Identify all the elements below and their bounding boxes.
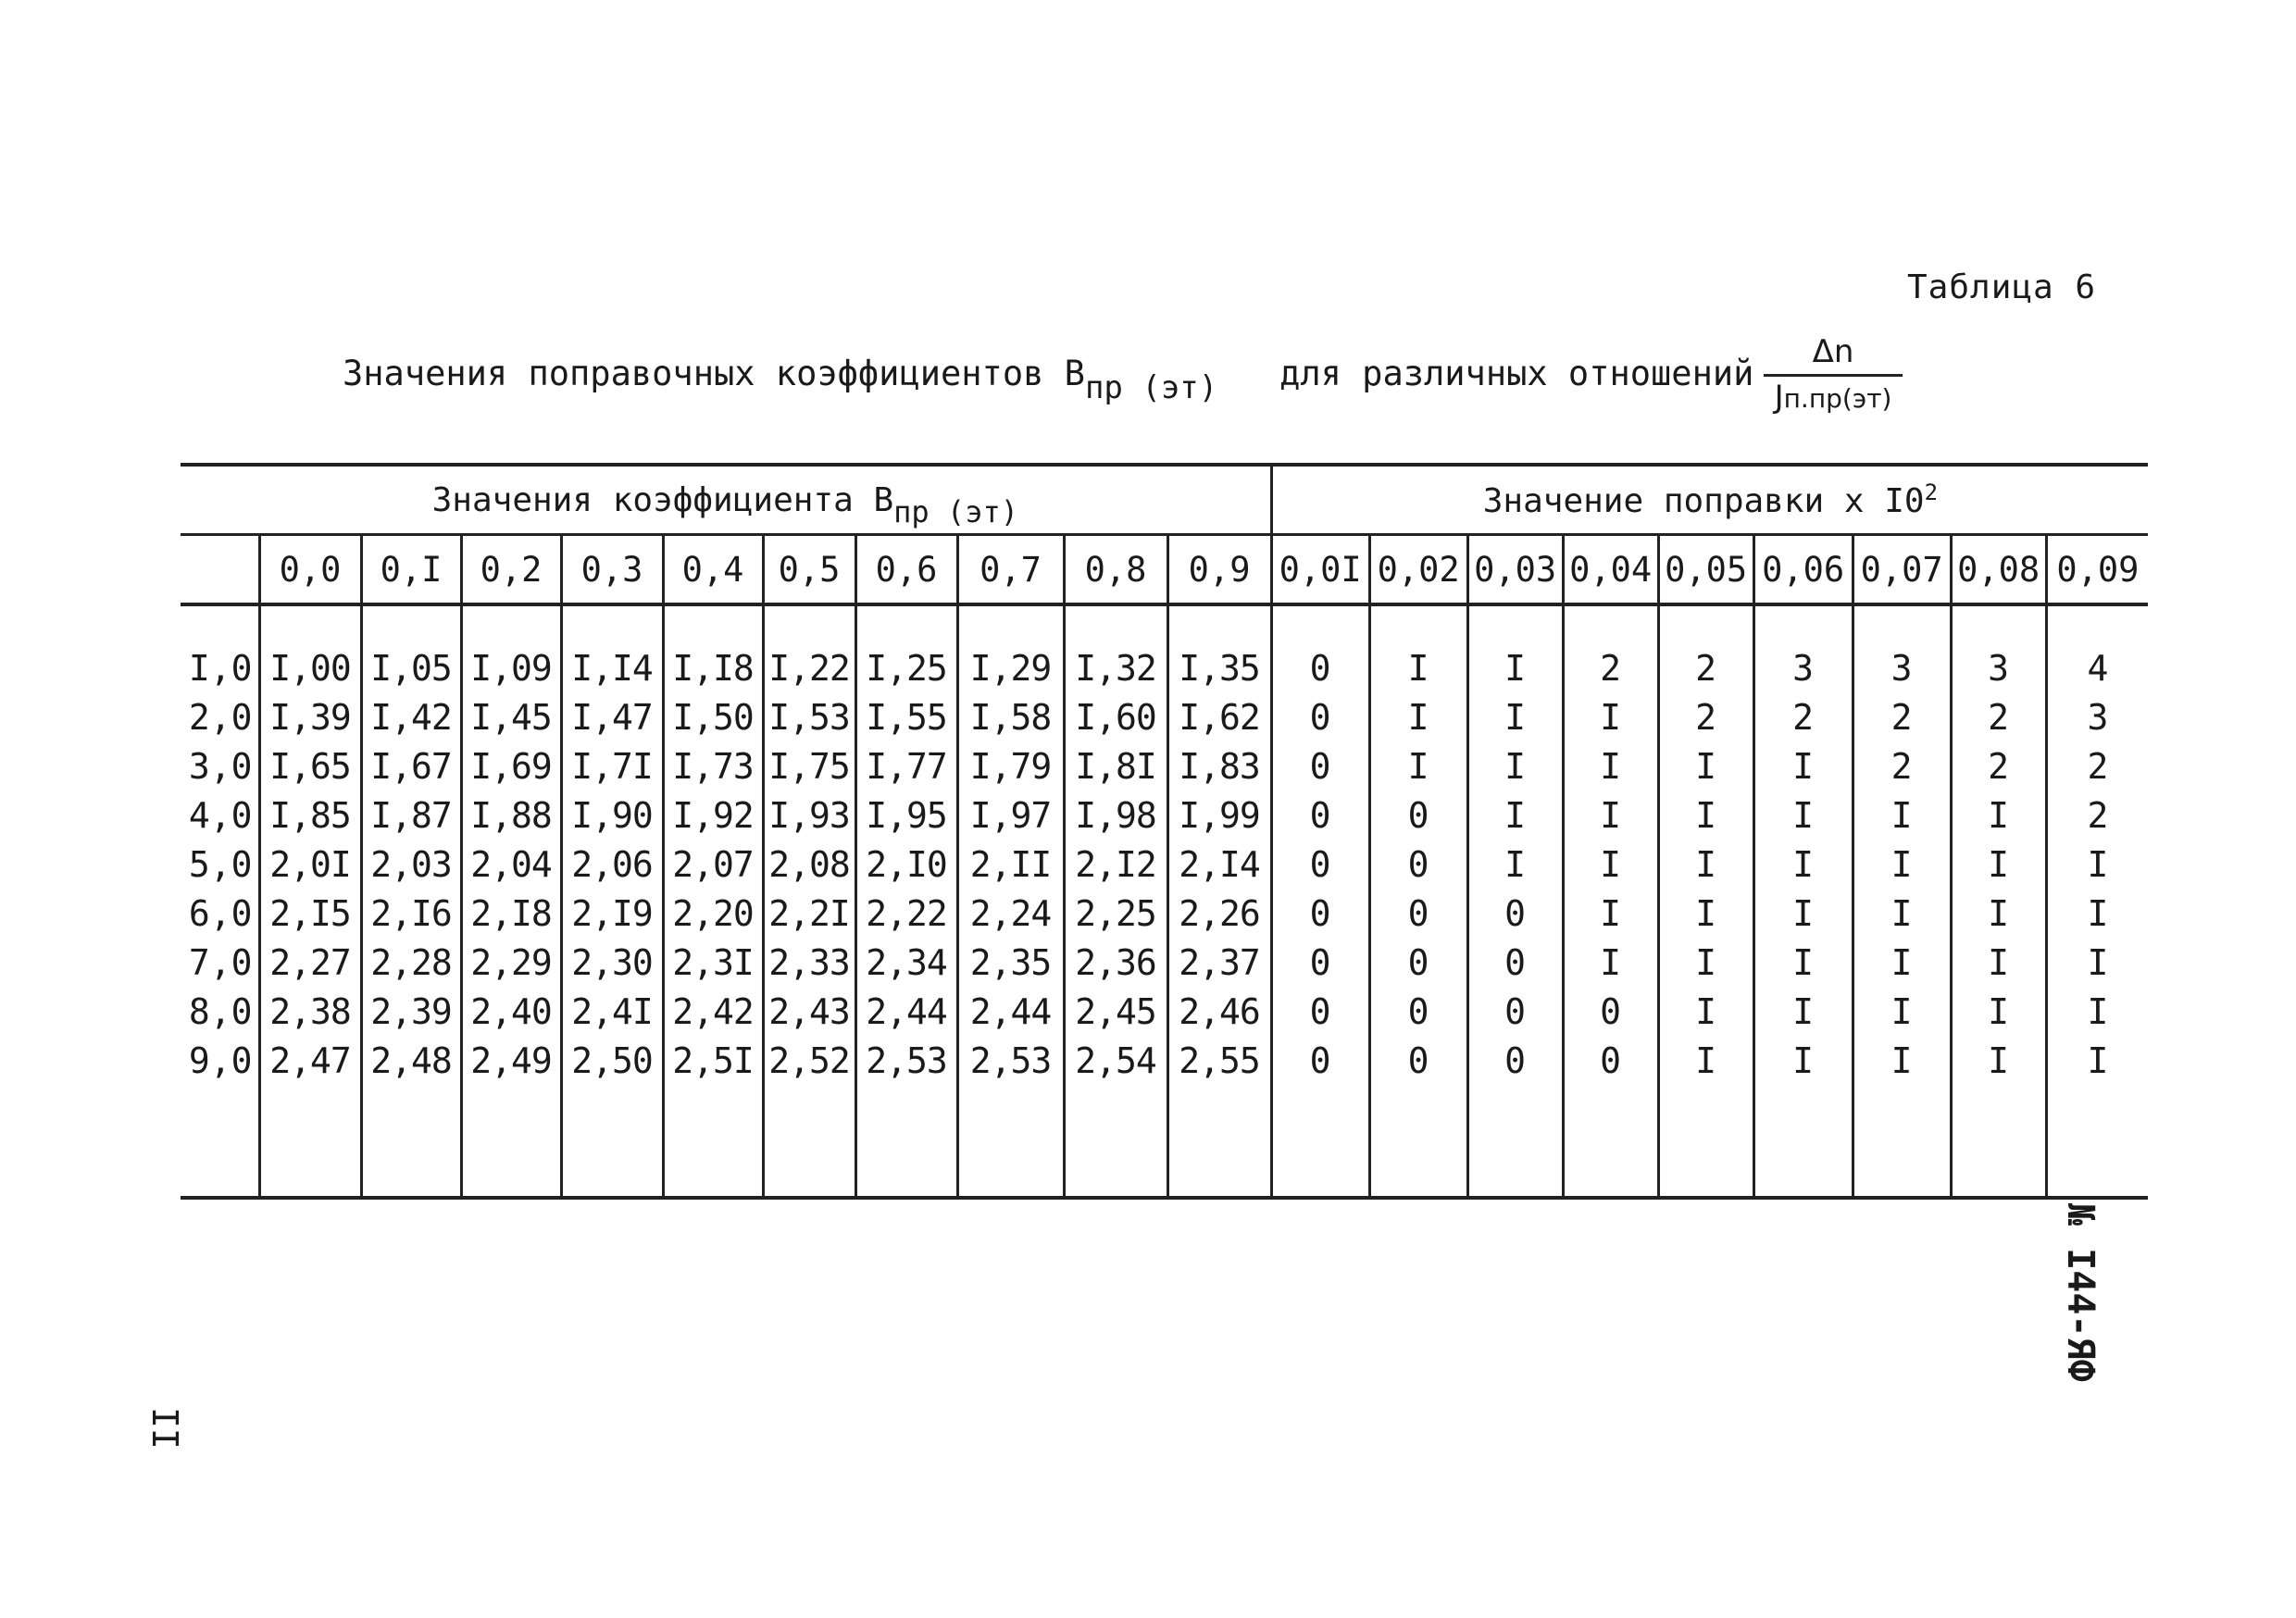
coef-cell: 2,04 xyxy=(461,840,561,889)
coef-cell: I,88 xyxy=(461,790,561,840)
correction-cell: 0 xyxy=(1467,938,1563,987)
coef-cell: 2,38 xyxy=(259,987,361,1036)
correction-cell: 0 xyxy=(1271,987,1369,1036)
correction-cell: I xyxy=(1658,840,1753,889)
correction-cell: I xyxy=(1467,741,1563,790)
coef-cell: I,I8 xyxy=(663,643,763,692)
coef-cell: I,29 xyxy=(957,643,1064,692)
coef-cell: I,97 xyxy=(957,790,1064,840)
correction-cell: 0 xyxy=(1271,741,1369,790)
coef-cell: 2,35 xyxy=(957,938,1064,987)
correction-cell: 2 xyxy=(1951,692,2046,741)
table-row xyxy=(181,889,2148,938)
correction-cell: 0 xyxy=(1271,790,1369,840)
coef-cell: 2,47 xyxy=(259,1036,361,1085)
correction-cell: I xyxy=(1753,1036,1853,1085)
coef-cell: 2,34 xyxy=(855,938,957,987)
correction-cell: 2 xyxy=(2046,741,2148,790)
caption-text: Значения поправочных коэффициентов В xyxy=(343,354,1085,393)
correction-cell: 2 xyxy=(1853,741,1951,790)
correction-cell: I xyxy=(1753,790,1853,840)
page-number: II xyxy=(144,1407,185,1450)
correction-cell: 3 xyxy=(1753,643,1853,692)
coef-cell: 2,I4 xyxy=(1167,840,1271,889)
coef-cell: I,67 xyxy=(361,741,461,790)
correction-column-header: 0,03 xyxy=(1467,535,1563,605)
coef-cell: I,7I xyxy=(561,741,663,790)
correction-cell: I xyxy=(1467,692,1563,741)
coef-cell: I,05 xyxy=(361,643,461,692)
correction-cell: I xyxy=(2046,1036,2148,1085)
correction-cell: 3 xyxy=(1853,643,1951,692)
row-label: I,0 xyxy=(188,647,253,689)
coef-group-header: Значения коэффициента Впр (эт) xyxy=(181,465,1271,535)
coef-cell: 2,28 xyxy=(361,938,461,987)
correction-cell: 2 xyxy=(2046,790,2148,840)
coef-cell: I,47 xyxy=(561,692,663,741)
correction-cell: 0 xyxy=(1369,889,1467,938)
coef-column-header: 0,5 xyxy=(763,535,855,605)
coef-cell: 2,26 xyxy=(1167,889,1271,938)
coef-cell: 2,2I xyxy=(763,889,855,938)
table-label: Таблица 6 xyxy=(1907,268,2097,306)
coef-cell: I,50 xyxy=(663,692,763,741)
coef-cell: 2,42 xyxy=(663,987,763,1036)
correction-cell: I xyxy=(1658,938,1753,987)
coef-cell: 2,I8 xyxy=(461,889,561,938)
correction-column-header: 0,08 xyxy=(1951,535,2046,605)
coef-cell: 2,I6 xyxy=(361,889,461,938)
correction-cell: I xyxy=(1563,692,1658,741)
caption-text-2: для различных отношений xyxy=(1279,354,1754,393)
coef-cell: I,39 xyxy=(259,692,361,741)
coef-cell: 2,5I xyxy=(663,1036,763,1085)
correction-cell: 2 xyxy=(1563,643,1658,692)
correction-cell: 2 xyxy=(1658,643,1753,692)
coef-cell: I,85 xyxy=(259,790,361,840)
coef-cell: 2,33 xyxy=(763,938,855,987)
correction-cell: 3 xyxy=(1951,643,2046,692)
coef-cell: 2,25 xyxy=(1064,889,1167,938)
coef-cell: 2,49 xyxy=(461,1036,561,1085)
correction-column-header: 0,04 xyxy=(1563,535,1658,605)
table-row xyxy=(181,938,2148,987)
coef-cell: 2,53 xyxy=(957,1036,1064,1085)
coef-cell: 2,50 xyxy=(561,1036,663,1085)
correction-cell: I xyxy=(1563,741,1658,790)
correction-cell: 2 xyxy=(1951,741,2046,790)
row-label: 8,0 xyxy=(188,990,253,1032)
coef-cell: I,83 xyxy=(1167,741,1271,790)
correction-cell: 2 xyxy=(1853,692,1951,741)
coef-cell: 2,03 xyxy=(361,840,461,889)
coef-cell: 2,40 xyxy=(461,987,561,1036)
coef-cell: I,92 xyxy=(663,790,763,840)
correction-cell: 0 xyxy=(1271,840,1369,889)
coef-cell: 2,39 xyxy=(361,987,461,1036)
table-caption xyxy=(343,354,1754,406)
correction-cell: 0 xyxy=(1369,1036,1467,1085)
table-row xyxy=(181,1036,2148,1085)
fraction-denominator: Jп.пр(эт) xyxy=(1774,379,1892,416)
correction-cell: I xyxy=(1853,987,1951,1036)
coef-cell: 2,53 xyxy=(855,1036,957,1085)
coef-cell: 2,48 xyxy=(361,1036,461,1085)
coef-cell: I,93 xyxy=(763,790,855,840)
correction-cell: I xyxy=(1951,938,2046,987)
coef-cell: 2,3I xyxy=(663,938,763,987)
coef-cell: I,53 xyxy=(763,692,855,741)
correction-cell: I xyxy=(1951,840,2046,889)
caption-subscript: пр (эт) xyxy=(1084,369,1218,406)
correction-cell: 0 xyxy=(1563,1036,1658,1085)
correction-cell: I xyxy=(1658,790,1753,840)
correction-column-header: 0,05 xyxy=(1658,535,1753,605)
coef-cell: 2,22 xyxy=(855,889,957,938)
correction-coefficients-table xyxy=(181,463,2148,1200)
coef-cell: 2,44 xyxy=(957,987,1064,1036)
table-row xyxy=(181,987,2148,1036)
row-label: 9,0 xyxy=(188,1039,253,1081)
correction-cell: I xyxy=(1658,1036,1753,1085)
coef-cell: 2,06 xyxy=(561,840,663,889)
correction-cell: I xyxy=(2046,840,2148,889)
row-label: 6,0 xyxy=(188,892,253,934)
fraction-numerator: Δn xyxy=(1764,333,1903,377)
column-header-row xyxy=(181,535,2148,605)
table-end-row xyxy=(181,1085,2148,1198)
correction-cell: I xyxy=(1563,790,1658,840)
correction-cell: I xyxy=(1467,643,1563,692)
coef-cell: I,8I xyxy=(1064,741,1167,790)
correction-cell: I xyxy=(1658,741,1753,790)
correction-cell: I xyxy=(1467,790,1563,840)
correction-cell: 0 xyxy=(1369,790,1467,840)
correction-cell: I xyxy=(1951,889,2046,938)
correction-cell: I xyxy=(1467,840,1563,889)
correction-cell: 0 xyxy=(1271,1036,1369,1085)
coef-cell: 2,08 xyxy=(763,840,855,889)
coef-cell: I,90 xyxy=(561,790,663,840)
coef-cell: I,32 xyxy=(1064,643,1167,692)
coef-column-header: 0,0 xyxy=(259,535,361,605)
correction-cell: 4 xyxy=(2046,643,2148,692)
coef-cell: I,35 xyxy=(1167,643,1271,692)
coef-cell: I,55 xyxy=(855,692,957,741)
correction-cell: 2 xyxy=(1658,692,1753,741)
coef-cell: 2,4I xyxy=(561,987,663,1036)
correction-cell: I xyxy=(1951,987,2046,1036)
table-row xyxy=(181,790,2148,840)
coef-cell: 2,24 xyxy=(957,889,1064,938)
correction-column-header: 0,09 xyxy=(2046,535,2148,605)
coef-cell: I,69 xyxy=(461,741,561,790)
correction-cell: 0 xyxy=(1271,692,1369,741)
correction-cell: I xyxy=(1951,790,2046,840)
correction-cell: I xyxy=(2046,889,2148,938)
spacer-row xyxy=(181,604,2148,643)
coef-cell: 2,I9 xyxy=(561,889,663,938)
coef-column-header: 0,6 xyxy=(855,535,957,605)
correction-cell: I xyxy=(1853,938,1951,987)
correction-cell: I xyxy=(1753,741,1853,790)
coef-cell: 2,I5 xyxy=(259,889,361,938)
coef-column-header: 0,9 xyxy=(1167,535,1271,605)
correction-column-header: 0,07 xyxy=(1853,535,1951,605)
correction-cell: 0 xyxy=(1369,987,1467,1036)
coef-cell: 2,20 xyxy=(663,889,763,938)
coef-cell: 2,43 xyxy=(763,987,855,1036)
correction-cell: I xyxy=(1853,1036,1951,1085)
correction-cell: I xyxy=(1369,741,1467,790)
coef-cell: 2,II xyxy=(957,840,1064,889)
correction-cell: I xyxy=(1563,840,1658,889)
row-label: 4,0 xyxy=(188,794,253,836)
row-label: 2,0 xyxy=(188,696,253,738)
correction-cell: 3 xyxy=(2046,692,2148,741)
correction-cell: 0 xyxy=(1467,889,1563,938)
coef-cell: 2,I2 xyxy=(1064,840,1167,889)
coef-cell: I,98 xyxy=(1064,790,1167,840)
coef-column-header: 0,8 xyxy=(1064,535,1167,605)
correction-cell: 0 xyxy=(1271,889,1369,938)
coef-column-header: 0,7 xyxy=(957,535,1064,605)
correction-column-header: 0,06 xyxy=(1753,535,1853,605)
coef-cell: 2,30 xyxy=(561,938,663,987)
coef-cell: I,42 xyxy=(361,692,461,741)
row-label: 3,0 xyxy=(188,745,253,787)
coef-cell: 2,29 xyxy=(461,938,561,987)
coef-cell: I,00 xyxy=(259,643,361,692)
coef-cell: I,I4 xyxy=(561,643,663,692)
correction-cell: 0 xyxy=(1467,1036,1563,1085)
table-row xyxy=(181,692,2148,741)
coef-cell: 2,44 xyxy=(855,987,957,1036)
correction-cell: I xyxy=(1853,889,1951,938)
correction-cell: 0 xyxy=(1563,987,1658,1036)
coef-cell: I,65 xyxy=(259,741,361,790)
correction-cell: I xyxy=(1658,889,1753,938)
caption-fraction xyxy=(1764,333,1903,416)
coef-column-header: 0,2 xyxy=(461,535,561,605)
coef-cell: I,99 xyxy=(1167,790,1271,840)
correction-column-header: 0,0I xyxy=(1271,535,1369,605)
correction-group-header: Значение поправки x $I0^2$ xyxy=(1271,465,2148,535)
coef-cell: I,77 xyxy=(855,741,957,790)
document-code: № I44-ЯФ xyxy=(2059,1203,2102,1382)
correction-cell: 0 xyxy=(1369,840,1467,889)
coef-cell: 2,54 xyxy=(1064,1036,1167,1085)
coef-cell: I,62 xyxy=(1167,692,1271,741)
correction-cell: 2 xyxy=(1753,692,1853,741)
coef-cell: I,25 xyxy=(855,643,957,692)
row-label: 7,0 xyxy=(188,941,253,983)
table-row xyxy=(181,741,2148,790)
coef-cell: 2,37 xyxy=(1167,938,1271,987)
coef-cell: 2,45 xyxy=(1064,987,1167,1036)
coef-cell: I,22 xyxy=(763,643,855,692)
coef-cell: 2,52 xyxy=(763,1036,855,1085)
coef-cell: I,79 xyxy=(957,741,1064,790)
coef-cell: 2,07 xyxy=(663,840,763,889)
coef-column-header: 0,3 xyxy=(561,535,663,605)
correction-cell: I xyxy=(1369,643,1467,692)
correction-cell: I xyxy=(2046,987,2148,1036)
coef-cell: I,60 xyxy=(1064,692,1167,741)
coef-cell: 2,I0 xyxy=(855,840,957,889)
coef-cell: I,09 xyxy=(461,643,561,692)
correction-cell: I xyxy=(1853,790,1951,840)
correction-cell: I xyxy=(1753,840,1853,889)
correction-cell: I xyxy=(1369,692,1467,741)
correction-cell: I xyxy=(1753,987,1853,1036)
correction-column-header: 0,02 xyxy=(1369,535,1467,605)
coef-cell: 2,36 xyxy=(1064,938,1167,987)
correction-cell: I xyxy=(2046,938,2148,987)
correction-cell: 0 xyxy=(1271,643,1369,692)
correction-cell: I xyxy=(1658,987,1753,1036)
correction-cell: I xyxy=(1563,938,1658,987)
coef-cell: I,73 xyxy=(663,741,763,790)
coef-cell: I,45 xyxy=(461,692,561,741)
correction-cell: 0 xyxy=(1467,987,1563,1036)
correction-cell: 0 xyxy=(1369,938,1467,987)
table-row xyxy=(181,643,2148,692)
correction-cell: I xyxy=(1951,1036,2046,1085)
coef-cell: 2,0I xyxy=(259,840,361,889)
coef-column-header: 0,4 xyxy=(663,535,763,605)
coef-cell: I,87 xyxy=(361,790,461,840)
coef-cell: 2,27 xyxy=(259,938,361,987)
coef-cell: 2,55 xyxy=(1167,1036,1271,1085)
table-row xyxy=(181,840,2148,889)
coef-cell: I,95 xyxy=(855,790,957,840)
correction-cell: I xyxy=(1753,889,1853,938)
row-label-header xyxy=(181,535,259,605)
coef-column-header: 0,I xyxy=(361,535,461,605)
correction-cell: I xyxy=(1563,889,1658,938)
row-label: 5,0 xyxy=(188,843,253,885)
correction-cell: I xyxy=(1853,840,1951,889)
coef-cell: I,58 xyxy=(957,692,1064,741)
coef-cell: I,75 xyxy=(763,741,855,790)
correction-cell: 0 xyxy=(1271,938,1369,987)
correction-cell: I xyxy=(1753,938,1853,987)
coef-cell: 2,46 xyxy=(1167,987,1271,1036)
